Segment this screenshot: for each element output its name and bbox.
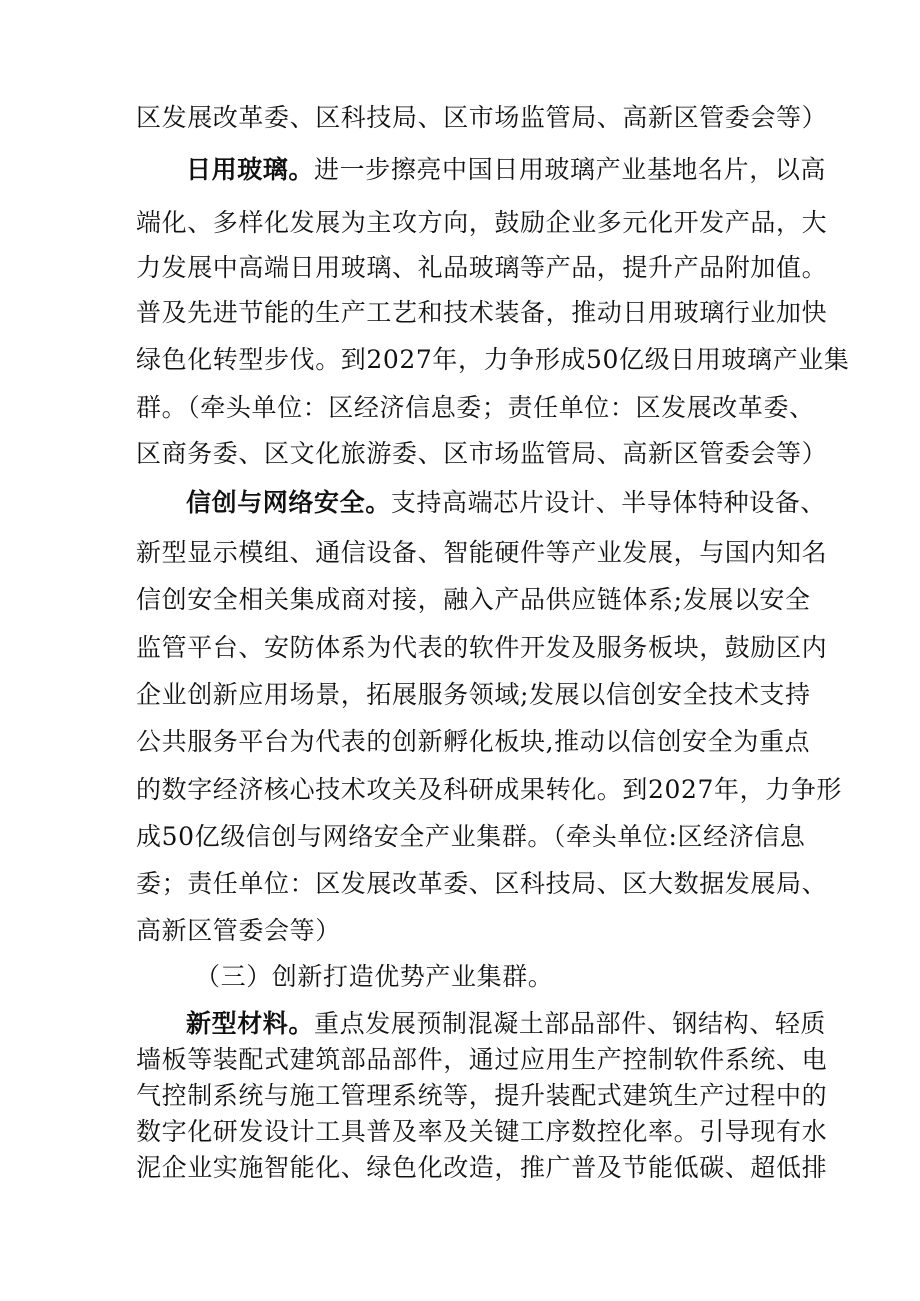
paragraph-line: 企业创新应用场景，拓展服务领域;发展以信创安全技术支持 xyxy=(136,680,811,709)
paragraph-title: 信创与网络安全。 xyxy=(186,488,391,517)
paragraph-line: 区商务委、区文化旅游委、区市场监管局、高新区管委会等） xyxy=(136,439,828,468)
paragraph-line: 信创安全相关集成商对接，融入产品供应链体系;发展以安全 xyxy=(136,585,811,614)
paragraph-text: 进一步擦亮中国日用玻璃产业基地名片，以高 xyxy=(314,155,827,184)
paragraph-line: 区发展改革委、区科技局、区市场监管局、高新区管委会等） xyxy=(136,103,828,132)
paragraph-line: 力发展中高端日用玻璃、礼品玻璃等产品，提升产品附加值。 xyxy=(136,253,828,282)
paragraph-line: 成50亿级信创与网络安全产业集群。（牵头单位:区经济信息 xyxy=(136,822,806,851)
paragraph-text: 支持高端芯片设计、半导体特种设备、 xyxy=(390,488,827,517)
paragraph-line: 新型显示模组、通信设备、智能硬件等产业发展，与国内知名 xyxy=(136,538,828,567)
paragraph-line: 高新区管委会等） xyxy=(136,916,341,945)
paragraph-first-line xyxy=(186,488,826,518)
paragraph-line: 墙板等装配式建筑部品部件，通过应用生产控制软件系统、电 xyxy=(136,1045,828,1074)
paragraph-text: 重点发展预制混凝土部品部件、钢结构、轻质 xyxy=(314,1009,827,1038)
paragraph-line: 泥企业实施智能化、绿色化改造，推广普及节能低碳、超低排 xyxy=(136,1153,828,1182)
paragraph-line: 数字化研发设计工具普及率及关键工序数控化率。引导现有水 xyxy=(136,1117,828,1146)
paragraph-line: 公共服务平台为代表的创新孵化板块,推动以信创安全为重点 xyxy=(136,727,811,756)
paragraph-line: 群。（牵头单位：区经济信息委；责任单位：区发展改革委、 xyxy=(136,393,815,422)
paragraph-line: 监管平台、安防体系为代表的软件开发及服务板块，鼓励区内 xyxy=(136,633,828,662)
paragraph-title: 日用玻璃。 xyxy=(186,155,315,184)
paragraph-line: 委；责任单位：区发展改革委、区科技局、区大数据发展局、 xyxy=(136,869,828,898)
paragraph-line: 端化、多样化发展为主攻方向，鼓励企业多元化开发产品，大 xyxy=(136,208,828,237)
paragraph-line: 普及先进节能的生产工艺和技术装备，推动日用玻璃行业加快 xyxy=(136,298,828,327)
paragraph-title: 新型材料。 xyxy=(186,1009,315,1038)
paragraph-line: 气控制系统与施工管理系统等，提升装配式建筑生产过程中的 xyxy=(136,1081,828,1110)
paragraph-first-line xyxy=(186,155,826,185)
paragraph-line: 绿色化转型步伐。到2027年，力争形成50亿级日用玻璃产业集 xyxy=(136,345,850,374)
paragraph-line: 的数字经济核心技术攻关及科研成果转化。到2027年，力争形 xyxy=(136,775,843,804)
section-heading: （三）创新打造优势产业集群。 xyxy=(195,962,554,991)
paragraph-first-line xyxy=(186,1009,826,1039)
